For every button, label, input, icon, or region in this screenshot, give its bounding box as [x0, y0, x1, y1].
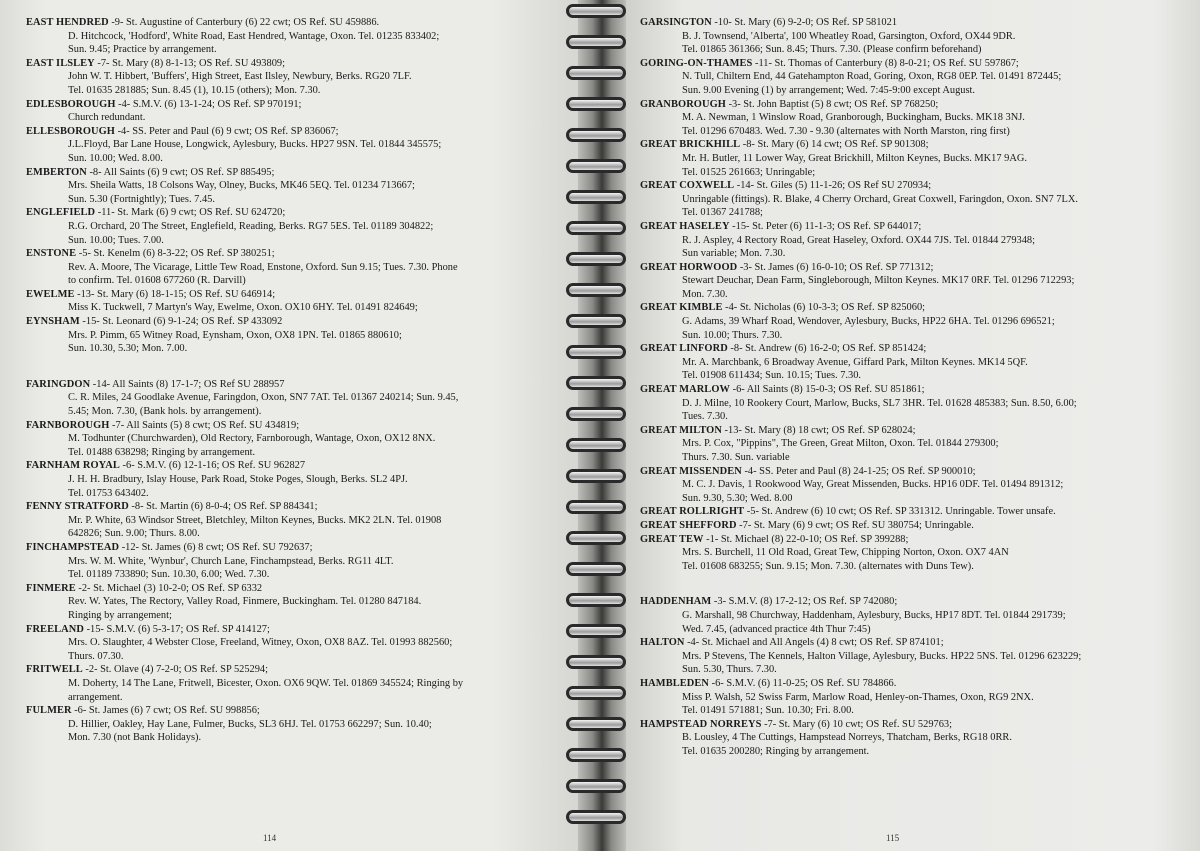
tower-entry — [640, 636, 1188, 677]
tower-entry — [640, 220, 1188, 261]
tower-name: GREAT KIMBLE — [640, 302, 723, 314]
spiral-coil — [566, 469, 626, 483]
tower-details: -4- SS. Peter and Paul (6) 9 cwt; OS Ref. SP 836067; — [114, 125, 339, 137]
entry-heading-line — [26, 378, 561, 392]
tower-name: GREAT MARLOW — [640, 384, 731, 396]
contact-line: D. J. Milne, 10 Rookery Court, Marlow, Bucks, SL7 3HR. Tel. 01628 485383; Sun. 8.50, 6.00; — [682, 397, 1077, 409]
page-number: 115 — [886, 833, 900, 843]
tower-name: GREAT BRICKHILL — [640, 139, 741, 151]
contact-line: J.L.Floyd, Bar Lane House, Longwick, Aylesbury, Bucks. HP27 9SN. Tel. 01844 345575; — [68, 139, 442, 151]
tower-entry — [26, 288, 561, 315]
spiral-coil — [566, 128, 626, 142]
contact-line: Sun. 10.30, 5.30; Mon. 7.00. — [68, 343, 188, 355]
tower-name: GREAT LINFORD — [640, 343, 728, 355]
tower-details: -8- St. Martin (6) 8-0-4; OS Ref. SP 884341; — [128, 501, 318, 513]
spiral-coil — [566, 686, 626, 700]
tower-details: -8- St. Andrew (6) 16-2-0; OS Ref. SP 851424; — [727, 343, 927, 355]
tower-entry — [640, 424, 1188, 465]
contact-line: Tel. 01908 611434; Sun. 10.15; Tues. 7.30. — [682, 370, 862, 382]
contact-line: M. A. Newman, 1 Winslow Road, Granborough, Buckingham, Bucks. MK18 3NJ. — [682, 112, 1025, 124]
tower-details: -14- St. Giles (5) 11-1-26; OS Ref SU 270934; — [734, 180, 932, 192]
contact-line: Miss P. Walsh, 52 Swiss Farm, Marlow Road, Henley-on-Thames, Oxon, RG9 2NX. — [682, 691, 1034, 703]
contact-line: Tel. 01488 638298; Ringing by arrangement. — [68, 446, 256, 458]
tower-name: FARNBOROUGH — [26, 419, 110, 431]
tower-name: HALTON — [640, 637, 685, 649]
contact-line: Mrs. P. Cox, "Pippins", The Green, Great Milton, Oxon. Tel. 01844 279300; — [682, 438, 999, 450]
contact-line: Sun. 9.00 Evening (1) by arrangement; Wed. 7:45-9:00 except August. — [682, 84, 976, 96]
tower-entry — [26, 663, 561, 704]
contact-line: Ringing by arrangement; — [68, 609, 172, 621]
tower-entry — [26, 582, 561, 623]
tower-entry — [26, 459, 561, 500]
tower-entry — [26, 166, 561, 207]
tower-name: HADDENHAM — [640, 596, 712, 608]
contact-line: Mrs. P. Pimm, 65 Witney Road, Eynsham, Oxon, OX8 1PN. Tel. 01865 880610; — [68, 329, 402, 341]
tower-name: FREELAND — [26, 623, 84, 635]
contact-line: Tel. 01525 261663; Unringable; — [682, 166, 816, 178]
contact-line: Mrs. S. Burchell, 11 Old Road, Great Tew, Chipping Norton, Oxon. OX7 4AN — [682, 547, 1009, 559]
spiral-coil — [566, 66, 626, 80]
entry-heading-line — [26, 206, 561, 220]
tower-details: -1- St. Michael (8) 22-0-10; OS Ref. SP 399288; — [703, 533, 909, 545]
contact-line: M. Todhunter (Churchwarden), Old Rectory, Farnborough, Wantage, Oxon, OX12 8NX. — [68, 433, 436, 445]
left-page — [0, 0, 578, 851]
tower-entry — [26, 704, 561, 745]
tower-details: -2- St. Olave (4) 7-2-0; OS Ref. SP 525294; — [82, 664, 269, 676]
tower-name: GREAT TEW — [640, 533, 704, 545]
entry-heading-line — [26, 582, 561, 596]
tower-name: HAMPSTEAD NORREYS — [640, 718, 762, 730]
contact-line: Sun. 9.30, 5.30; Wed. 8.00 — [682, 492, 793, 504]
tower-entry — [26, 315, 561, 356]
page-number: 114 — [263, 833, 277, 843]
contact-line: Mrs. P Stevens, The Kennels, Halton Village, Aylesbury, Bucks. HP22 5NS. Tel. 01296 623229; — [682, 650, 1082, 662]
tower-details: -7- St. Mary (6) 10 cwt; OS Ref. SU 529763; — [761, 718, 952, 730]
tower-name: FENNY STRATFORD — [26, 501, 129, 513]
entry-heading-line — [640, 138, 1188, 152]
tower-entry — [26, 98, 561, 125]
entry-heading-line — [640, 301, 1188, 315]
contact-line: Sun. 10.00; Thurs. 7.30. — [682, 329, 783, 341]
contact-line: Sun. 5.30, Thurs. 7.30. — [682, 664, 777, 676]
contact-line: C. R. Miles, 24 Goodlake Avenue, Faringdon, Oxon, SN7 7AT. Tel. 01367 240214; Sun. 9.45, — [68, 392, 459, 404]
contact-line: Tues. 7.30. — [682, 411, 728, 423]
contact-line: Mr. P. White, 63 Windsor Street, Bletchley, Milton Keynes, Bucks. MK2 2LN. Tel. 01908 — [68, 514, 442, 526]
spiral-coil — [566, 221, 626, 235]
entry-heading-line — [640, 677, 1188, 691]
spiral-coil — [566, 159, 626, 173]
entry-heading-line — [26, 247, 561, 261]
tower-name: EDLESBOROUGH — [26, 98, 116, 110]
tower-name: FARNHAM ROYAL — [26, 460, 120, 472]
tower-details: -11- St. Thomas of Canterbury (8) 8-0-21; OS Ref. SU 597867; — [752, 57, 1019, 69]
contact-line: R. J. Aspley, 4 Rectory Road, Great Haseley, Oxford. OX44 7JS. Tel. 01844 279348; — [682, 234, 1035, 246]
tower-name: EAST HENDRED — [26, 17, 109, 28]
tower-entry — [26, 206, 561, 247]
tower-entry — [26, 500, 561, 541]
tower-name: GREAT HASELEY — [640, 220, 730, 232]
entry-heading-line — [640, 16, 1188, 30]
contact-line: Mr. H. Butler, 11 Lower Way, Great Brickhill, Milton Keynes, Bucks. MK17 9AG. — [682, 152, 1027, 164]
tower-details: -6- S.M.V. (6) 11-0-25; OS Ref. SU 784866. — [709, 677, 897, 689]
tower-entry — [640, 342, 1188, 383]
spiral-coil — [566, 593, 626, 607]
contact-line: Tel. 01753 643402. — [68, 487, 149, 499]
tower-entry — [26, 125, 561, 166]
spiral-coil — [566, 655, 626, 669]
tower-name: FINCHAMPSTEAD — [26, 541, 120, 553]
entry-heading-line — [26, 623, 561, 637]
tower-entry — [640, 505, 1188, 519]
tower-name: GREAT HORWOOD — [640, 261, 738, 273]
contact-line: Mrs. O. Slaughter, 4 Webster Close, Freeland, Witney, Oxon, OX8 8AZ. Tel. 01993 882560; — [68, 637, 453, 649]
contact-line: 642826; Sun. 9.00; Thurs. 8.00. — [68, 528, 200, 540]
tower-details: -11- St. Mark (6) 9 cwt; OS Ref. SU 624720; — [95, 207, 286, 219]
contact-line: Wed. 7.45, (advanced practice 4th Thur 7:45) — [682, 623, 871, 635]
entry-heading-line — [640, 342, 1188, 356]
entry-heading-line — [640, 57, 1188, 71]
entry-heading-line — [640, 519, 1188, 533]
spiral-coil — [566, 531, 626, 545]
tower-entry — [640, 179, 1188, 220]
tower-entry — [26, 419, 561, 460]
tower-details: -4- S.M.V. (6) 13-1-24; OS Ref. SP 970191; — [115, 98, 302, 110]
entry-heading-line — [640, 636, 1188, 650]
tower-entry — [26, 541, 561, 582]
entry-heading-line — [26, 541, 561, 555]
tower-name: ENSTONE — [26, 248, 77, 260]
tower-entry — [26, 57, 561, 98]
contact-line: R.G. Orchard, 20 The Street, Englefield, Reading, Berks. RG7 5ES. Tel. 01189 304822; — [68, 220, 434, 232]
entry-heading-line — [26, 500, 561, 514]
spiral-coil — [566, 562, 626, 576]
tower-name: GREAT MISSENDEN — [640, 465, 742, 477]
contact-line: Mrs. Sheila Watts, 18 Colsons Way, Olney, Bucks, MK46 5EQ. Tel. 01234 713667; — [68, 180, 415, 192]
tower-name: FULMER — [26, 705, 72, 717]
contact-line: 5.45; Mon. 7.30, (Bank hols. by arrangement). — [68, 406, 262, 418]
entry-heading-line — [640, 505, 1188, 519]
tower-details: -3- St. John Baptist (5) 8 cwt; OS Ref. SP 768250; — [725, 98, 939, 110]
contact-line: D. Hitchcock, 'Hodford', White Road, East Hendred, Wantage, Oxon. Tel. 01235 833402; — [68, 30, 440, 42]
contact-line: Mrs. W. M. White, 'Wynbur', Church Lane, Finchampstead, Berks. RG11 4LT. — [68, 555, 394, 567]
contact-line: Tel. 01635 200280; Ringing by arrangement. — [682, 745, 870, 757]
entry-heading-line — [640, 718, 1188, 732]
tower-entry — [640, 261, 1188, 302]
tower-details: -4- SS. Peter and Paul (8) 24-1-25; OS Ref. SP 900010; — [741, 465, 976, 477]
tower-details: -4- St. Michael and All Angels (4) 8 cwt; OS Ref. SP 874101; — [684, 637, 944, 649]
tower-entry — [26, 623, 561, 664]
tower-name: GRANBOROUGH — [640, 98, 726, 110]
tower-name: EWELME — [26, 288, 75, 300]
contact-line: G. Adams, 39 Wharf Road, Wendover, Aylesbury, Bucks, HP22 6HA. Tel. 01296 696521; — [682, 316, 1055, 328]
spiral-coil — [566, 624, 626, 638]
entry-heading-line — [640, 220, 1188, 234]
tower-details: -12- St. James (6) 8 cwt; OS Ref. SU 792637; — [119, 541, 313, 553]
tower-name: ELLESBOROUGH — [26, 125, 115, 137]
entry-heading-line — [26, 315, 561, 329]
tower-details: -6- S.M.V. (6) 12-1-16; OS Ref. SU 962827 — [119, 460, 306, 472]
tower-name: EMBERTON — [26, 166, 87, 178]
contact-line: Tel. 01296 670483. Wed. 7.30 - 9.30 (alternates with North Marston, ring first) — [682, 125, 1010, 137]
tower-details: -5- St. Andrew (6) 10 cwt; OS Ref. SP 331312. Unringable. Tower unsafe. — [744, 506, 1056, 518]
spiral-coil — [566, 190, 626, 204]
contact-line: Mr. A. Marchbank, 6 Broadway Avenue, Giffard Park, Milton Keynes. MK14 5QF. — [682, 356, 1028, 368]
contact-line: G. Marshall, 98 Churchway, Haddenham, Aylesbury, Bucks, HP17 8DT. Tel. 01844 291739; — [682, 609, 1066, 621]
tower-name: HAMBLEDEN — [640, 677, 710, 689]
tower-details: -15- S.M.V. (6) 5-3-17; OS Ref. SP 414127; — [83, 623, 270, 635]
contact-line: Tel. 01635 281885; Sun. 8.45 (1), 10.15 (others); Mon. 7.30. — [68, 84, 321, 96]
entry-heading-line — [640, 383, 1188, 397]
tower-name: FARINGDON — [26, 378, 91, 390]
tower-name: GREAT ROLLRIGHT — [640, 506, 745, 518]
entry-heading-line — [26, 57, 561, 71]
right-page — [626, 0, 1200, 851]
tower-name: GREAT COXWELL — [640, 180, 735, 192]
contact-line: Tel. 01608 683255; Sun. 9.15; Mon. 7.30. (alternates with Duns Tew). — [682, 560, 974, 572]
contact-line: J. H. H. Bradbury, Islay House, Park Road, Stoke Poges, Slough, Berks. SL2 4PJ. — [68, 474, 408, 485]
tower-details: -5- St. Kenelm (6) 8-3-22; OS Ref. SP 380251; — [76, 248, 275, 260]
tower-details: -15- St. Leonard (6) 9-1-24; OS Ref. SP 433092 — [79, 316, 283, 328]
tower-name: GREAT MILTON — [640, 424, 722, 436]
tower-details: -6- St. James (6) 7 cwt; OS Ref. SU 998856; — [71, 705, 260, 717]
right-page-entries — [640, 16, 1188, 758]
tower-entry — [640, 138, 1188, 179]
spiral-coil — [566, 97, 626, 111]
tower-details: -2- St. Michael (3) 10-2-0; OS Ref. SP 6332 — [75, 582, 263, 594]
tower-entry — [26, 16, 561, 57]
tower-name: FRITWELL — [26, 664, 83, 676]
tower-details: -3- St. James (6) 16-0-10; OS Ref. SP 771312; — [737, 261, 934, 273]
entry-heading-line — [26, 98, 561, 112]
tower-entry — [640, 595, 1188, 636]
spiral-coil — [566, 35, 626, 49]
entry-heading-line — [26, 288, 561, 302]
tower-name: GARSINGTON — [640, 17, 712, 28]
contact-line: Unringable (fittings). R. Blake, 4 Cherry Orchard, Great Coxwell, Faringdon, Oxon. SN7 7LX. — [682, 193, 1078, 205]
tower-entry — [640, 16, 1188, 57]
left-page-entries — [26, 16, 561, 745]
tower-entry — [640, 98, 1188, 139]
spiral-coil — [566, 717, 626, 731]
tower-details: -7- All Saints (5) 8 cwt; OS Ref. SU 434819; — [109, 419, 300, 431]
contact-line: Sun. 10.00; Tues. 7.00. — [68, 234, 164, 246]
tower-entry — [640, 677, 1188, 718]
tower-details: -13- St. Mary (8) 18 cwt; OS Ref. SP 628024; — [721, 424, 916, 436]
tower-entry — [640, 301, 1188, 342]
tower-entry — [640, 57, 1188, 98]
tower-details: -13- St. Mary (6) 18-1-15; OS Ref. SU 646914; — [74, 288, 276, 300]
spiral-coil — [566, 345, 626, 359]
tower-details: -6- All Saints (8) 15-0-3; OS Ref. SU 851861; — [730, 384, 925, 396]
entry-heading-line — [26, 16, 561, 30]
contact-line: Sun. 9.45; Practice by arrangement. — [68, 44, 217, 56]
contact-line: Tel. 01367 241788; — [682, 207, 763, 219]
contact-line: arrangement. — [68, 691, 123, 703]
spiral-coil — [566, 810, 626, 824]
contact-line: Sun variable; Mon. 7.30. — [682, 248, 786, 260]
tower-entry — [640, 465, 1188, 506]
contact-line: Mon. 7.30 (not Bank Holidays). — [68, 732, 202, 744]
contact-line: Sun. 5.30 (Fortnightly); Tues. 7.45. — [68, 193, 215, 205]
contact-line: Miss K. Tuckwell, 7 Martyn's Way, Ewelme, Oxon. OX10 6HY. Tel. 01491 824649; — [68, 302, 418, 314]
tower-details: -3- S.M.V. (8) 17-2-12; OS Ref. SP 742080; — [711, 596, 898, 608]
contact-line: Thurs. 07.30. — [68, 650, 124, 662]
tower-entry — [640, 519, 1188, 533]
contact-line: B. Lousley, 4 The Cuttings, Hampstead Norreys, Thatcham, Berks, RG18 0RR. — [682, 732, 1012, 744]
tower-details: -7- St. Mary (8) 8-1-13; OS Ref. SU 493809; — [94, 57, 285, 69]
entry-heading-line — [640, 179, 1188, 193]
contact-line: Mon. 7.30. — [682, 288, 728, 300]
spiral-coil — [566, 438, 626, 452]
entry-heading-line — [640, 595, 1188, 609]
tower-details: -8- All Saints (6) 9 cwt; OS Ref. SP 885495; — [86, 166, 275, 178]
contact-line: Rev. W. Yates, The Rectory, Valley Road, Finmere, Buckingham. Tel. 01280 847184. — [68, 596, 422, 608]
spiral-coil — [566, 500, 626, 514]
contact-line: to confirm. Tel. 01608 677260 (R. Darvill) — [68, 275, 246, 287]
tower-name: EAST ILSLEY — [26, 57, 95, 69]
tower-details: -4- St. Nicholas (6) 10-3-3; OS Ref. SP 825060; — [722, 302, 926, 314]
spiral-coil — [566, 407, 626, 421]
spiral-coil — [566, 283, 626, 297]
tower-name: GREAT SHEFFORD — [640, 519, 737, 531]
contact-line: D. Hillier, Oakley, Hay Lane, Fulmer, Bucks, SL3 6HJ. Tel. 01753 662297; Sun. 10.40; — [68, 718, 432, 730]
spiral-coil — [566, 376, 626, 390]
tower-details: -8- St. Mary (6) 14 cwt; OS Ref. SP 901308; — [740, 139, 929, 151]
contact-line: M. C. J. Davis, 1 Rookwood Way, Great Missenden, Bucks. HP16 0DF. Tel. 01494 891312; — [682, 479, 1064, 491]
entry-heading-line — [26, 166, 561, 180]
spiral-coil — [566, 748, 626, 762]
tower-entry — [640, 718, 1188, 759]
entry-heading-line — [640, 98, 1188, 112]
contact-line: Church redundant. — [68, 112, 146, 124]
section-gap — [640, 573, 1188, 595]
tower-details: -9- St. Augustine of Canterbury (6) 22 cwt; OS Ref. SU 459886. — [108, 17, 380, 28]
contact-line: M. Doherty, 14 The Lane, Fritwell, Bicester, Oxon. OX6 9QW. Tel. 01869 345524; Ringing by — [68, 677, 464, 689]
contact-line: Sun. 10.00; Wed. 8.00. — [68, 152, 163, 164]
tower-entry — [26, 247, 561, 288]
spiral-coil — [566, 314, 626, 328]
contact-line: Rev. A. Moore, The Vicarage, Little Tew Road, Enstone, Oxford. Sun 9.15; Tues. 7.30. Phone — [68, 261, 458, 273]
entry-heading-line — [26, 419, 561, 433]
tower-details: -10- St. Mary (6) 9-2-0; OS Ref. SP 581021 — [711, 17, 898, 28]
entry-heading-line — [26, 663, 561, 677]
entry-heading-line — [640, 261, 1188, 275]
entry-heading-line — [26, 704, 561, 718]
contact-line: N. Tull, Chiltern End, 44 Gatehampton Road, Goring, Oxon, RG8 0EP. Tel. 01491 872445; — [682, 71, 1062, 83]
spiral-coil — [566, 779, 626, 793]
contact-line: Thurs. 7.30. Sun. variable — [682, 452, 790, 463]
section-gap — [26, 356, 561, 378]
entry-heading-line — [26, 459, 561, 473]
contact-line: B. J. Townsend, 'Alberta', 100 Wheatley Road, Garsington, Oxford, OX44 9DR. — [682, 30, 1016, 42]
tower-details: -14- All Saints (8) 17-1-7; OS Ref SU 288957 — [90, 378, 285, 390]
entry-heading-line — [640, 533, 1188, 547]
spiral-coil — [566, 252, 626, 266]
contact-line: Tel. 01189 733890; Sun. 10.30, 6.00; Wed. 7.30. — [68, 569, 270, 581]
tower-entry — [640, 383, 1188, 424]
spiral-coil — [566, 4, 626, 18]
contact-line: Tel. 01865 361366; Sun. 8.45; Thurs. 7.30. (Please confirm beforehand) — [682, 44, 982, 56]
contact-line: Stewart Deuchar, Dean Farm, Singleborough, Milton Keynes. MK17 0RF. Tel. 01296 712293; — [682, 275, 1075, 287]
tower-entry — [26, 378, 561, 419]
tower-name: EYNSHAM — [26, 316, 80, 328]
entry-heading-line — [640, 465, 1188, 479]
tower-details: -7- St. Mary (6) 9 cwt; OS Ref. SU 380754; Unringable. — [736, 519, 974, 531]
tower-name: ENGLEFIELD — [26, 207, 96, 219]
contact-line: John W. T. Hibbert, 'Buffers', High Street, East Ilsley, Newbury, Berks. RG20 7LF. — [68, 71, 412, 83]
entry-heading-line — [26, 125, 561, 139]
entry-heading-line — [640, 424, 1188, 438]
tower-name: FINMERE — [26, 582, 76, 594]
tower-details: -15- St. Peter (6) 11-1-3; OS Ref. SP 644017; — [729, 220, 922, 232]
tower-entry — [640, 533, 1188, 574]
contact-line: Tel. 01491 571881; Sun. 10.30; Fri. 8.00. — [682, 705, 854, 717]
tower-name: GORING-ON-THAMES — [640, 57, 753, 69]
